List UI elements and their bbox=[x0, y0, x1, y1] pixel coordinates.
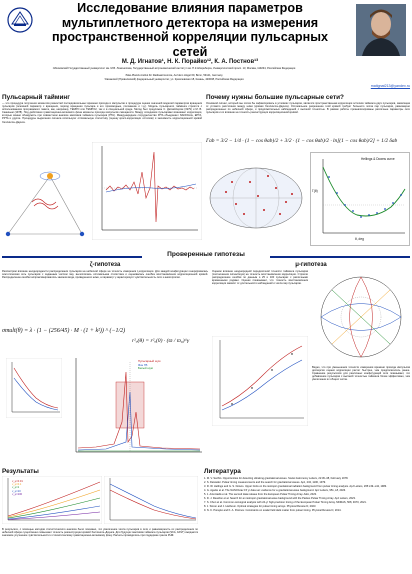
hd-xlabel: θ, deg bbox=[355, 237, 364, 241]
references-section bbox=[204, 468, 410, 572]
author-photo bbox=[356, 4, 406, 56]
results-chart bbox=[2, 476, 102, 524]
zeta-section bbox=[2, 262, 208, 464]
reference-item: 8. J. Simon and J. Hazboun. Optimal strategies for pulsar timing arrays. Physical Review D, 2023. bbox=[204, 505, 317, 509]
pta-section bbox=[2, 94, 202, 246]
zeta-legend-item-1: Пульсарный шум bbox=[138, 359, 161, 363]
zeta-spectrum-chart bbox=[6, 358, 62, 418]
hd-formula: Γab = 3/2 − 1/4 · (1 − cos θab)/2 + 3/2 · (1 − cos θab)/2 · ln[(1 − cos θab)/2] + 1/2 δab bbox=[206, 138, 398, 144]
results-section bbox=[2, 468, 198, 572]
reference-item: 4. G. Agazie et al. The NANOGrav 15 yr data set: evidence for a gravitational-wave background. ApJ Letters, 951, L8, 2023. bbox=[204, 489, 346, 493]
zeta-legend bbox=[138, 360, 160, 371]
reference-item: 6. D. J. Reardon et al. Search for an isotropic gravitational-wave background with the Parkes Pulsar Timing Array. ApJ Letters, 2023. bbox=[204, 497, 356, 501]
results-legend-item-5: ν_μ=100 bbox=[12, 492, 23, 496]
why-title: Почему нужны большие пульсарные сети? bbox=[206, 94, 344, 101]
reference-item: 1. M. V. Sazhin. Opportunities for detecting ultralong gravitational waves. Soviet Astronomy Letters, 22:36–38, February 1978. bbox=[204, 477, 349, 480]
hd-legend: Hellings & Downs curve bbox=[361, 157, 395, 161]
reference-item: 7. S. Chen et al. Common-red-signal analysis with 24-yr high-precision timing of the European Pulsar Timing Array. MNRAS, 508, 4970, 2021. bbox=[204, 501, 367, 505]
zeta-legend-item-3: Белый шум bbox=[138, 366, 153, 371]
mu-title: μ-гипотеза bbox=[295, 262, 327, 268]
reference-item: 3. R. W. Hellings and G. S. Downs. Upper limits on the isotropic gravitational radiation background from pulsar timing analysis. ApJ Letters, 265:L39–L42, 1983. bbox=[204, 485, 387, 489]
affiliation-3: ³Казанский (Приволжский) федеральный университет, ул. Кремлевская 18, Казань, 420008, Российская Федерация bbox=[104, 77, 244, 81]
hd-chart bbox=[310, 152, 410, 246]
banner-line-left bbox=[2, 256, 142, 258]
references-title: Литература bbox=[204, 468, 241, 475]
pulsar-diagram bbox=[2, 142, 88, 242]
zeta-text: Рассмотрим влияние неоднородности распределения пульсаров на небесной сфере на точность измерения ζ-корреляции. Для каждой конфигурации генерировалась синтетическая сеть пульсаров с заданным числом пар, вычислялась оптимальная статистика и оценивалась ошибка восстановления корреляционной кривой. Распределение ошибки аппроксимировалось законом вида, приведенного ниже, а параметр γ характеризует чувствительность сети к анизотропии. bbox=[2, 270, 208, 280]
zeta-main-svg bbox=[66, 352, 206, 464]
title-line-3: пространственной корреляции пульсарных сетей bbox=[52, 30, 328, 59]
why-section bbox=[206, 94, 410, 246]
references-list bbox=[204, 477, 410, 513]
reference-item: 2. S. Detweiler. Pulsar timing measurements and the search for gravitational waves. ApJ, 234, 1100, 1979. bbox=[204, 481, 326, 485]
results-legend-item-1: ν_μ=0.01 bbox=[12, 480, 23, 483]
banner-line-right bbox=[270, 256, 410, 258]
authors: М. Д. Игнатов¹, Н. К. Порайко¹², К. А. Постнов¹³ bbox=[121, 59, 259, 65]
mu-section bbox=[212, 262, 410, 464]
timing-residuals-plot bbox=[92, 142, 202, 240]
why-text: Основной сигнал, который мы хотим бы зафиксировать в условиях пульсаров, является пространственная корреляция остатков тайминга двух пульсаров, зависящая от углового расстояния между ними (кривая Хеллингса–Даунса). Оптимальное разрешение этой кривой требует большого числа пар пульсаров, равномерно распределенных по небесной сфере, и продолжительных наблюдений с высокой точностью. В рамках работы проанализированы различные параметры сети пульсаров и их влияние на точность реконструкции корреляционной кривой. bbox=[206, 102, 410, 115]
mu-text-2: Видно, что при уменьшении точности измерения времени прихода импульсов дисперсия оценки корреляции растет быстрее, чем предполагалось ранее. Сравнение результатов для различных конфигураций сети показывает, что добавление пульсаров с высокой точностью тайминга более эффективно, чем увеличение их общего числа. bbox=[312, 366, 410, 382]
affiliation-2: ²Max-Planck-Institut für Radioastronomie, Auf dem Hügel 69, Bonn, 53121, Germany bbox=[125, 74, 223, 77]
reference-item: 5. J. Antoniadis et al. The second data release from the European Pulsar Timing Array. A&A, 2023. bbox=[204, 493, 317, 497]
pulsar-sky-map bbox=[206, 152, 306, 244]
email-link[interactable]: matignat213@yandex.ru bbox=[370, 84, 410, 88]
mu-text: Оценим влияние неоднородной передаточной точности тайминга пульсаров (соотношения сигнал/шум) на точность восстановления корреляции. Строили распределение ошибки по данным о 25 и 100 пульсарах с различными временными рядами. Оценки показывают, что точность восстановления корреляции зависит от длительности наблюдений и числа пар пульсаров. bbox=[212, 270, 308, 286]
mu-correlation-map bbox=[312, 270, 410, 364]
zeta-title: ζ-гипотеза bbox=[89, 262, 121, 268]
hd-curve-svg bbox=[311, 153, 409, 245]
zeta-main-chart bbox=[66, 352, 206, 464]
results-text: В результате, с помощью методов статистического анализа было показано, что увеличение числа пульсаров в сети и равномерность их распределения по небесной сфере существенно повышают точность реконструкции кривой Хеллингса–Даунса. Для будущих массивов тайминга пульсаров (SKA, FAST) ожидается значимое улучшение чувствительности к стохастическому гравитационно-волновому фону. Расчеты проводились при поддержке гранта РНФ. bbox=[2, 528, 198, 538]
pta-title: Пульсарный тайминг bbox=[2, 94, 70, 101]
header bbox=[0, 0, 412, 58]
results-chart-2 bbox=[104, 476, 198, 524]
theta-formula: r²ₒ(θ) = r²ₒ(0) · (ϖ / ϖ₀)^γ bbox=[132, 338, 190, 344]
pta-text: — это процедура получения моментов разностей последовательных времени прихода в импульсов и процедура оценки значений моделей параметров вращения пульсаров (основной параметр с вращения, период вращения пульсара и его производные, положение и т.д.). Модель пульсарного тайминга строится с использованием программного пакета, как, например, TEMPO или TEMPO2, так и в специальной среде. Метод был предложен С. Детвейлером (1979) и М. В. Сажиным (1978). Под действием гравитационно-волнового фона моменты прихода импульсов смещаются. Между соседними пульсарами возникают корреляции, которые можно обнаружить при совместном анализе массивов тайминга пульсаров (PTA). Международное сотрудничество IPTA объединяет NANOGrav, EPTA, PPTA и другие. Процедуры выделения сигнала используют оптимальную статистику (оценку кросс-корреляции остатков) и значимость корреляционной кривой Хеллингса–Даунса. bbox=[2, 102, 202, 124]
logo bbox=[6, 6, 34, 34]
methods-banner: Проверенные гипотезы bbox=[167, 251, 245, 258]
affiliation-1: ¹Московский Государственный университет им. М.В. Ломоносова, Государственный астрономический институт им. П.К.Штернберга, Университетский просп. 13, Москва, 119234, Российская Федерация bbox=[52, 67, 296, 70]
zeta-legend-item-2: Фон ГВ bbox=[138, 362, 148, 367]
title-line-2: мультиплетного детектора на измерения bbox=[61, 15, 319, 30]
poster-title bbox=[40, 1, 340, 59]
results-legend-item-2: ν_μ=0.1 bbox=[12, 483, 22, 487]
reference-item: 9. N. K. Porayko and K. A. Postnov. Constraints on scalar field dark matter from pulsar timing. Physical Review D, 2014. bbox=[204, 509, 342, 513]
results-legend bbox=[12, 480, 23, 496]
results-title: Результаты bbox=[2, 468, 39, 475]
zeta-formula: σmult(θ) = λ · (1 − (256/45) · M · (1 + k²)) ^ (−1/2) bbox=[2, 328, 126, 334]
mu-error-plot bbox=[212, 336, 308, 426]
results-legend-item-4: ν_μ=10 bbox=[12, 489, 21, 493]
results-legend-item-3: ν_μ=1 bbox=[12, 486, 20, 490]
hd-ylabel: Γ(θ) bbox=[312, 189, 318, 193]
title-line-1: Исследование влияния параметров bbox=[77, 1, 303, 15]
